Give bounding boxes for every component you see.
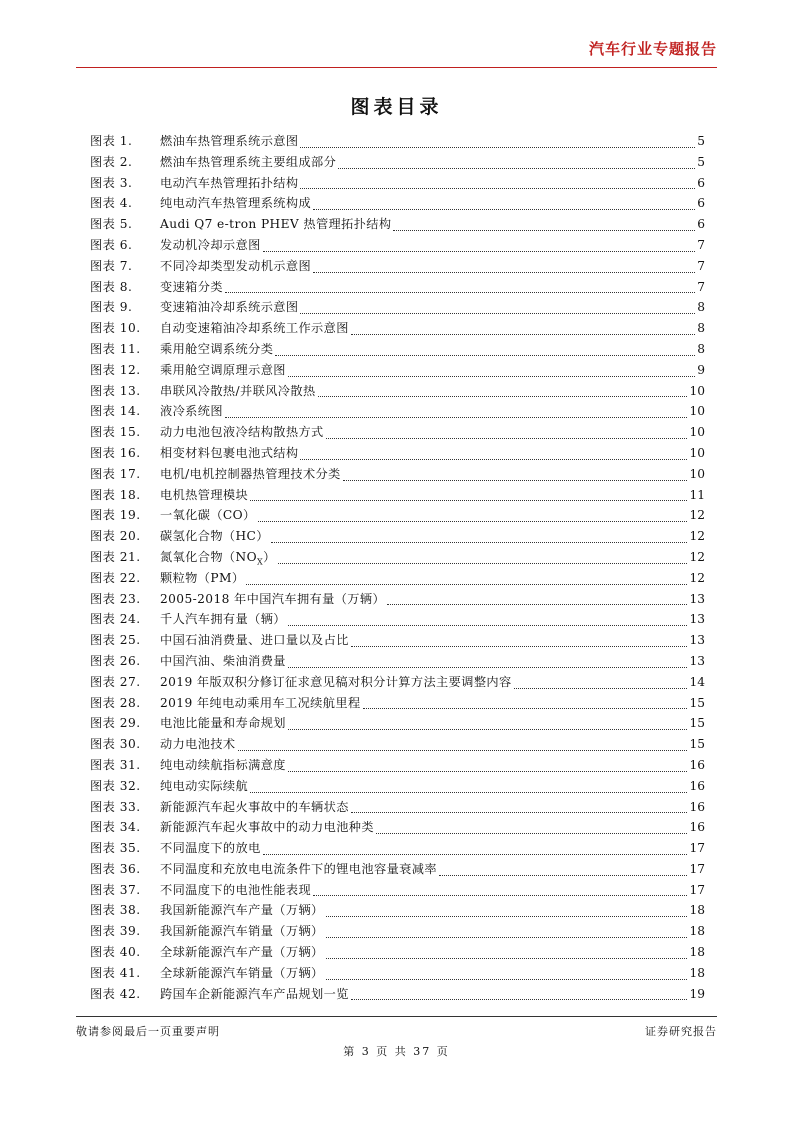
toc-entry-title-text: 相变材料包裹电池式结构 xyxy=(160,445,299,460)
toc-entry-title-text: 我国新能源汽车销量（万辆） xyxy=(160,924,324,939)
toc-entry-title-text: 串联风冷散热/并联风冷散热 xyxy=(160,383,316,398)
toc-entry-page: 8 xyxy=(697,321,705,336)
toc-entry-page: 19 xyxy=(689,986,705,1001)
toc-leader-dots xyxy=(250,499,687,501)
toc-leader-dots xyxy=(238,749,688,751)
toc-entry-page: 16 xyxy=(689,799,705,814)
toc-entry[interactable] xyxy=(90,984,705,1005)
toc-entry-label: 图表 12. xyxy=(90,362,141,377)
toc-entry[interactable] xyxy=(90,797,705,818)
toc-entry-page: 7 xyxy=(697,279,705,294)
toc-entry-label: 图表 13. xyxy=(90,383,141,398)
toc-entry[interactable] xyxy=(90,589,705,610)
toc-leader-dots xyxy=(300,187,695,189)
toc-entry-title-text: 跨国车企新能源汽车产品规划一览 xyxy=(160,986,349,1001)
toc-entry-label: 图表 2. xyxy=(90,154,133,169)
toc-leader-dots xyxy=(288,666,688,668)
toc-entry[interactable] xyxy=(90,630,705,651)
toc-entry[interactable] xyxy=(90,568,705,589)
toc-entry[interactable] xyxy=(90,963,705,984)
toc-entry-label: 图表 5. xyxy=(90,217,133,232)
toc-entry-page: 10 xyxy=(689,445,705,460)
toc-entry-title xyxy=(160,838,261,859)
toc-entry-title-text: 碳氢化合物（HC） xyxy=(160,529,269,544)
toc-entry-title-text: 颗粒物（PM） xyxy=(160,570,245,585)
toc-entry[interactable] xyxy=(90,838,705,859)
toc-entry-title xyxy=(160,942,324,963)
toc-leader-dots xyxy=(300,312,695,314)
toc-entry-page: 15 xyxy=(689,695,705,710)
toc-entry-label: 图表 14. xyxy=(90,404,141,419)
toc-entry-title xyxy=(160,880,311,901)
header-divider xyxy=(76,67,717,68)
toc-entry-title-text: 不同温度下的放电 xyxy=(160,841,261,856)
toc-entry-page: 14 xyxy=(689,674,705,689)
toc-entry-label: 图表 41. xyxy=(90,965,141,980)
toc-entry-title-text: 2019 年纯电动乘用车工况续航里程 xyxy=(160,695,361,710)
toc-leader-dots xyxy=(326,936,688,938)
toc-entry-label: 图表 34. xyxy=(90,820,141,835)
toc-leader-dots xyxy=(258,520,688,522)
toc-leader-dots xyxy=(300,458,687,460)
toc-leader-dots xyxy=(288,624,688,626)
toc-entry-page: 6 xyxy=(697,175,705,190)
toc-entry-title-text: 电动汽车热管理拓扑结构 xyxy=(160,175,299,190)
toc-entry-title xyxy=(160,443,298,464)
toc-entry-title xyxy=(160,214,391,235)
toc-entry-page: 13 xyxy=(689,612,705,627)
toc-entry-title-text: 千人汽车拥有量（辆） xyxy=(160,612,286,627)
toc-entry-title-text: 乘用舱空调原理示意图 xyxy=(160,362,286,377)
toc-entry-label: 图表 24. xyxy=(90,612,141,627)
toc-entry[interactable] xyxy=(90,297,705,318)
page-number: 第 3 页 共 37 页 xyxy=(343,1045,450,1058)
toc-entry-title xyxy=(160,859,437,880)
toc-entry-title-subscript: X xyxy=(256,557,264,567)
toc-leader-dots xyxy=(263,853,688,855)
toc-entry-page: 10 xyxy=(689,383,705,398)
toc-entry-label: 图表 15. xyxy=(90,425,141,440)
toc-entry-label: 图表 26. xyxy=(90,653,141,668)
toc-entry-label: 图表 22. xyxy=(90,570,141,585)
toc-entry-title xyxy=(160,422,324,443)
toc-entry[interactable] xyxy=(90,131,705,152)
toc-entry-page: 16 xyxy=(689,778,705,793)
toc-leader-dots xyxy=(263,250,695,252)
toc-entry-title xyxy=(160,797,349,818)
toc-entry-label: 图表 40. xyxy=(90,945,141,960)
toc-entry[interactable] xyxy=(90,235,705,256)
toc-leader-dots xyxy=(326,978,688,980)
toc-entry-label: 图表 25. xyxy=(90,633,141,648)
toc-entry-page: 18 xyxy=(689,945,705,960)
toc-leader-dots xyxy=(326,437,688,439)
toc-entry-label: 图表 39. xyxy=(90,924,141,939)
toc-entry-title xyxy=(160,318,349,339)
toc-entry-page: 16 xyxy=(689,820,705,835)
toc-leader-dots xyxy=(326,957,688,959)
toc-entry-page: 17 xyxy=(689,841,705,856)
toc-entry[interactable] xyxy=(90,214,705,235)
toc-entry[interactable] xyxy=(90,464,705,485)
toc-leader-dots xyxy=(225,416,688,418)
toc-entry-title-text: 液冷系统图 xyxy=(160,404,223,419)
toc-entry-label: 图表 9. xyxy=(90,300,133,315)
toc-entry-title-text: 动力电池包液冷结构散热方式 xyxy=(160,425,324,440)
toc-entry-title-text: 不同冷却类型发动机示意图 xyxy=(160,258,312,273)
toc-entry[interactable] xyxy=(90,900,705,921)
toc-entry-label: 图表 19. xyxy=(90,508,141,523)
toc-leader-dots xyxy=(225,291,695,293)
toc-entry-title xyxy=(160,464,341,485)
toc-entry[interactable] xyxy=(90,713,705,734)
toc-entry[interactable] xyxy=(90,360,705,381)
toc-entry[interactable] xyxy=(90,339,705,360)
toc-entry-page: 7 xyxy=(697,237,705,252)
toc-entry-label: 图表 37. xyxy=(90,882,141,897)
toc-entry-title-text: 中国汽油、柴油消费量 xyxy=(160,653,286,668)
toc-entry-page: 5 xyxy=(697,154,705,169)
toc-entry-title-text: 中国石油消费量、进口量以及占比 xyxy=(160,633,349,648)
toc-entry[interactable] xyxy=(90,401,705,422)
toc-entry-label: 图表 33. xyxy=(90,799,141,814)
toc-entry-title-text: 我国新能源汽车产量（万辆） xyxy=(160,903,324,918)
toc-entry-title-text: 2005-2018 年中国汽车拥有量（万辆） xyxy=(160,591,386,606)
toc-entry-title xyxy=(160,193,311,214)
toc-leader-dots xyxy=(313,271,695,273)
toc-leader-dots xyxy=(387,603,687,605)
toc-entry-title-text: 全球新能源汽车产量（万辆） xyxy=(160,945,324,960)
toc-entry-title-text: 一氧化碳（CO） xyxy=(160,508,256,523)
toc-entry-page: 17 xyxy=(689,882,705,897)
toc-entry-title xyxy=(160,963,324,984)
toc-entry-page: 18 xyxy=(689,903,705,918)
toc-entry-title-text: 纯电动续航指标满意度 xyxy=(160,757,286,772)
toc-entry-title xyxy=(160,277,223,298)
toc-entry-title-text: 电机热管理模块 xyxy=(160,487,249,502)
toc-entry-title-text: 新能源汽车起火事故中的动力电池种类 xyxy=(160,820,374,835)
toc-entry[interactable] xyxy=(90,672,705,693)
toc-entry-label: 图表 23. xyxy=(90,591,141,606)
toc-entry[interactable] xyxy=(90,318,705,339)
toc-entry-title xyxy=(160,609,286,630)
toc-entry-page: 15 xyxy=(689,716,705,731)
toc-leader-dots xyxy=(338,167,695,169)
toc-entry-label: 图表 1. xyxy=(90,134,133,148)
toc-entry-title xyxy=(160,505,256,526)
toc-leader-dots xyxy=(278,562,688,564)
toc-entry-page: 8 xyxy=(697,300,705,315)
toc-entry-page: 13 xyxy=(689,653,705,668)
toc-entry-page: 8 xyxy=(697,341,705,356)
toc-entry-page: 10 xyxy=(689,425,705,440)
toc-entry-page: 11 xyxy=(689,487,705,502)
toc-entry-title-suffix: ） xyxy=(263,549,276,564)
table-of-figures xyxy=(90,131,705,1004)
toc-entry[interactable] xyxy=(90,734,705,755)
toc-entry[interactable] xyxy=(90,256,705,277)
toc-leader-dots xyxy=(288,770,688,772)
toc-entry-title-text: 燃油车热管理系统主要组成部分 xyxy=(160,154,337,169)
toc-entry-title xyxy=(160,131,298,152)
toc-entry-page: 9 xyxy=(697,362,705,377)
toc-entry-title-text: 氮氧化合物（NO xyxy=(160,549,257,564)
toc-entry-title xyxy=(160,713,286,734)
toc-entry-page: 12 xyxy=(689,529,705,544)
toc-entry[interactable] xyxy=(90,505,705,526)
toc-entry-title-text: 不同温度和充放电电流条件下的锂电池容量衰减率 xyxy=(160,861,437,876)
footer-divider xyxy=(76,1016,717,1017)
toc-leader-dots xyxy=(351,811,688,813)
toc-entry-page: 12 xyxy=(689,508,705,523)
toc-entry-title xyxy=(160,401,223,422)
toc-entry-title xyxy=(160,651,286,672)
toc-leader-dots xyxy=(351,998,688,1000)
toc-entry-title xyxy=(160,360,286,381)
toc-entry-title-text: 不同温度下的电池性能表现 xyxy=(160,882,312,897)
toc-entry-title xyxy=(160,755,286,776)
toc-entry-page: 6 xyxy=(697,196,705,211)
toc-entry-label: 图表 7. xyxy=(90,258,133,273)
toc-entry-title xyxy=(160,526,269,547)
toc-entry-title-text: 新能源汽车起火事故中的车辆状态 xyxy=(160,799,349,814)
toc-leader-dots xyxy=(363,707,688,709)
toc-entry-page: 10 xyxy=(689,466,705,481)
toc-entry[interactable] xyxy=(90,422,705,443)
toc-entry[interactable] xyxy=(90,193,705,214)
toc-entry-page: 16 xyxy=(689,757,705,772)
toc-entry-label: 图表 4. xyxy=(90,196,133,211)
toc-entry-title-text: 纯电动实际续航 xyxy=(160,778,249,793)
toc-entry-label: 图表 17. xyxy=(90,466,141,481)
toc-leader-dots xyxy=(514,687,688,689)
toc-entry[interactable] xyxy=(90,381,705,402)
toc-entry-title-text: 动力电池技术 xyxy=(160,737,236,752)
toc-entry-page: 12 xyxy=(689,549,705,564)
toc-leader-dots xyxy=(393,229,695,231)
toc-entry-page: 13 xyxy=(689,591,705,606)
toc-entry-title xyxy=(160,485,248,506)
toc-entry[interactable] xyxy=(90,443,705,464)
toc-entry-label: 图表 30. xyxy=(90,737,141,752)
toc-entry[interactable] xyxy=(90,152,705,173)
toc-leader-dots xyxy=(250,791,687,793)
toc-entry-page: 18 xyxy=(689,924,705,939)
toc-entry-title-text: 乘用舱空调系统分类 xyxy=(160,341,274,356)
toc-entry-label: 图表 16. xyxy=(90,445,141,460)
toc-entry-title-text: Audi Q7 e-tron PHEV 热管理拓扑结构 xyxy=(160,217,392,232)
toc-entry[interactable] xyxy=(90,776,705,797)
toc-entry-title-text: 电池比能量和寿命规划 xyxy=(160,716,286,731)
toc-leader-dots xyxy=(439,874,688,876)
toc-leader-dots xyxy=(318,395,688,397)
toc-leader-dots xyxy=(351,645,688,647)
toc-entry[interactable] xyxy=(90,859,705,880)
toc-entry-title xyxy=(160,921,324,942)
toc-leader-dots xyxy=(271,541,688,543)
toc-entry-title xyxy=(160,900,324,921)
toc-entry-title xyxy=(160,256,311,277)
toc-entry-title-text: 电机/电机控制器热管理技术分类 xyxy=(160,466,341,481)
toc-leader-dots xyxy=(288,728,688,730)
toc-entry-title-text: 全球新能源汽车销量（万辆） xyxy=(160,965,324,980)
report-category-title: 汽车行业专题报告 xyxy=(588,40,717,58)
toc-entry-label: 图表 36. xyxy=(90,861,141,876)
toc-entry-title xyxy=(160,339,273,360)
toc-entry[interactable] xyxy=(90,942,705,963)
toc-entry[interactable] xyxy=(90,817,705,838)
toc-entry-page: 13 xyxy=(689,633,705,648)
toc-entry-label: 图表 3. xyxy=(90,175,133,190)
toc-leader-dots xyxy=(343,479,688,481)
toc-entry[interactable] xyxy=(90,609,705,630)
toc-entry-page: 17 xyxy=(689,861,705,876)
toc-entry-title-text: 纯电动汽车热管理系统构成 xyxy=(160,196,312,211)
toc-leader-dots xyxy=(246,583,687,585)
toc-entry-title-text: 变速箱油冷却系统示意图 xyxy=(160,300,299,315)
toc-entry-page: 12 xyxy=(689,570,705,585)
toc-entry-label: 图表 38. xyxy=(90,903,141,918)
toc-entry-label: 图表 35. xyxy=(90,841,141,856)
toc-entry-page: 15 xyxy=(689,737,705,752)
toc-entry[interactable] xyxy=(90,277,705,298)
toc-entry-page: 7 xyxy=(697,258,705,273)
toc-entry[interactable] xyxy=(90,173,705,194)
toc-entry-title xyxy=(160,817,374,838)
toc-entry-title xyxy=(160,693,361,714)
toc-entry-title xyxy=(160,984,349,1005)
toc-entry-label: 图表 32. xyxy=(90,778,141,793)
toc-entry-label: 图表 42. xyxy=(90,986,141,1001)
toc-entry-label: 图表 8. xyxy=(90,279,133,294)
toc-entry[interactable] xyxy=(90,526,705,547)
toc-entry[interactable] xyxy=(90,651,705,672)
toc-entry-label: 图表 20. xyxy=(90,529,141,544)
disclaimer-note: 敬请参阅最后一页重要声明 xyxy=(76,1025,220,1038)
toc-entry-page: 6 xyxy=(697,217,705,232)
toc-entry-page: 10 xyxy=(689,404,705,419)
toc-entry-title xyxy=(160,568,244,589)
toc-entry-title xyxy=(160,381,316,402)
toc-entry-title-text: 变速箱分类 xyxy=(160,279,223,294)
toc-leader-dots xyxy=(275,354,695,356)
toc-leader-dots xyxy=(326,915,688,917)
toc-entry-title xyxy=(160,630,349,651)
toc-entry[interactable] xyxy=(90,693,705,714)
toc-entry-label: 图表 11. xyxy=(90,341,141,356)
toc-leader-dots xyxy=(351,333,695,335)
toc-entry-title-text: 2019 年版双积分修订征求意见稿对积分计算方法主要调整内容 xyxy=(160,674,512,689)
toc-entry-label: 图表 27. xyxy=(90,674,141,689)
toc-entry-label: 图表 6. xyxy=(90,237,133,252)
toc-entry[interactable] xyxy=(90,921,705,942)
page-title: 图表目录 xyxy=(350,96,443,118)
toc-entry-title xyxy=(160,173,298,194)
toc-entry-title xyxy=(160,734,236,755)
toc-entry-title xyxy=(160,297,298,318)
toc-entry-title-text: 发动机冷却示意图 xyxy=(160,237,261,252)
toc-entry-label: 图表 18. xyxy=(90,487,141,502)
toc-leader-dots xyxy=(288,375,695,377)
toc-entry-page: 18 xyxy=(689,965,705,980)
toc-entry-page: 5 xyxy=(697,134,705,148)
toc-entry-title xyxy=(160,152,336,173)
toc-entry[interactable] xyxy=(90,755,705,776)
toc-entry-title xyxy=(160,776,248,797)
toc-entry-title-text: 自动变速箱油冷却系统工作示意图 xyxy=(160,321,349,336)
toc-leader-dots xyxy=(376,832,687,834)
toc-entry-label: 图表 21. xyxy=(90,549,141,564)
toc-entry[interactable] xyxy=(90,880,705,901)
toc-entry-title-text: 燃油车热管理系统示意图 xyxy=(160,134,299,148)
toc-leader-dots xyxy=(300,146,695,148)
toc-entry-label: 图表 31. xyxy=(90,757,141,772)
toc-entry-title xyxy=(160,672,512,693)
toc-entry-label: 图表 28. xyxy=(90,695,141,710)
toc-leader-dots xyxy=(313,894,687,896)
toc-entry[interactable] xyxy=(90,547,705,568)
toc-entry-title xyxy=(160,589,385,610)
toc-entry[interactable] xyxy=(90,485,705,506)
toc-leader-dots xyxy=(313,208,695,210)
toc-entry-label: 图表 10. xyxy=(90,321,141,336)
toc-entry-label: 图表 29. xyxy=(90,716,141,731)
report-type-label: 证券研究报告 xyxy=(645,1025,717,1038)
toc-entry-title xyxy=(160,235,261,256)
